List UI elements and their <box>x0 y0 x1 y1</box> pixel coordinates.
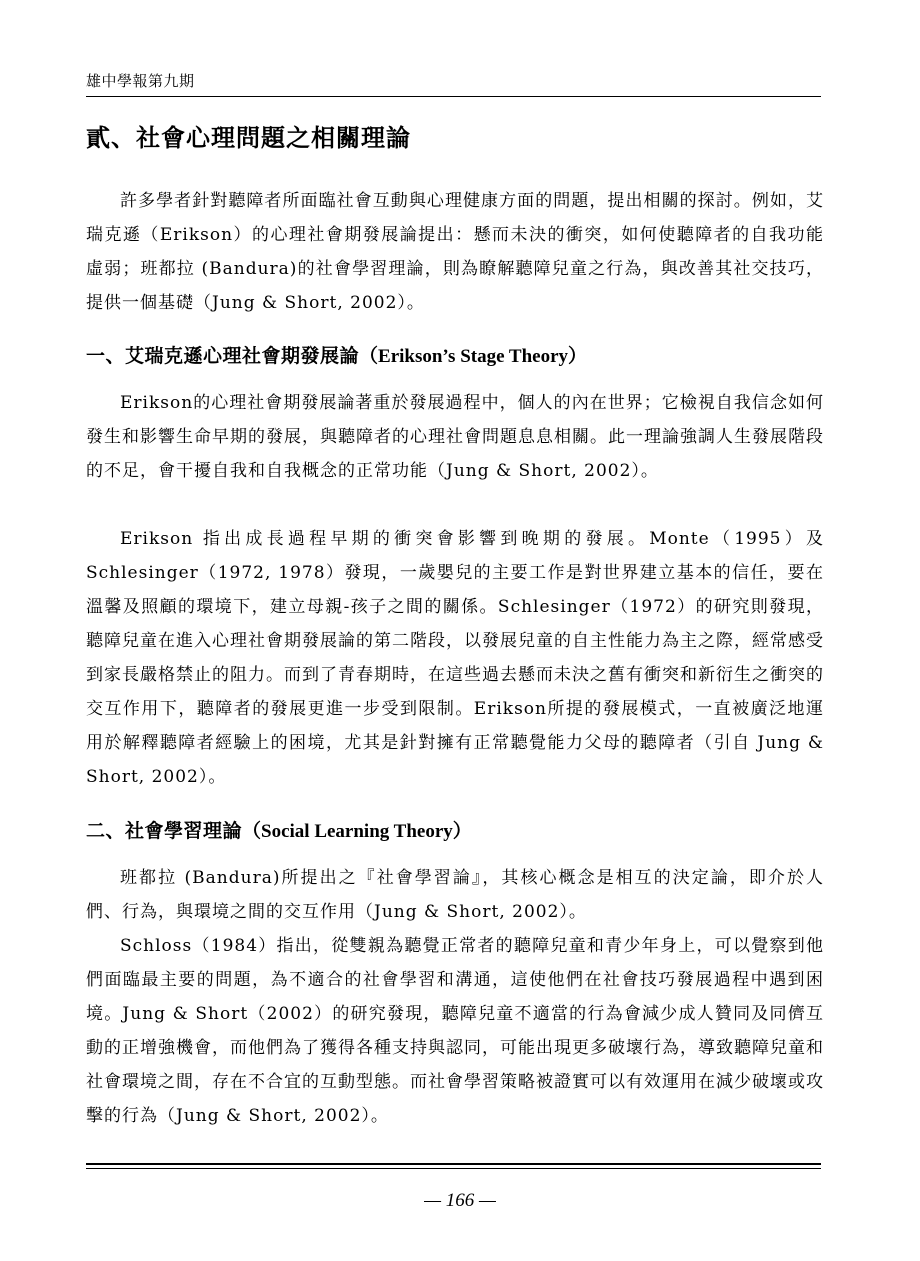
page-number: — 166 — <box>424 1190 496 1211</box>
running-header: 雄中學報第九期 <box>86 72 195 90</box>
erikson-paragraph-1: Erikson的心理社會期發展論著重於發展過程中，個人的內在世界；它檢視自我信念如何發生和影響生命早期的發展，與聽障者的心理社會問題息息相關。此一理論強調人生發展階段的不足，會干擾自我和自我概念的正常功能（Jung & Short, 2002）。 <box>86 393 824 481</box>
social-learning-paragraph-2: Schloss（1984）指出，從雙親為聽覺正常者的聽障兒童和青少年身上，可以覺察到他們面臨最主要的問題，為不適合的社會學習和溝通，這使他們在社會技巧發展過程中遇到困境。Jung & Short（2002）的研究發現，聽障兒童不適當的行為會減少成人贊同及同儕互動的正增強機會，而他們為了獲得各種支持與認同，可能出現更多破壞行為，導致聽障兒童和社會環境之間，存在不合宜的互動型態。而社會學習策略被證實可以有效運用在減少破壞或攻擊的行為（Jung & Short, 2002）。 <box>86 936 824 1126</box>
subheading-social-zh: 二、社會學習理論 <box>86 820 243 842</box>
header-divider <box>86 96 821 97</box>
social-learning-paragraph-1: 班都拉 (Bandura)所提出之『社會學習論』，其核心概念是相互的決定論，即介於人們、行為，與環境之間的交互作用（Jung & Short, 2002）。 <box>86 868 824 922</box>
intro-paragraph: 許多學者針對聽障者所面臨社會互動與心理健康方面的問題，提出相關的探討。例如，艾瑞克遜（Erikson）的心理社會期發展論提出：懸而未決的衝突，如何使聽障者的自我功能虛弱；班都拉 (Bandura)的社會學習理論，則為瞭解聽障兒童之行為，與改善其社交技巧，提供一個基礎（Jung & Short, 2002）。 <box>86 191 824 313</box>
footer-divider-thick <box>86 1163 821 1165</box>
subheading-erikson <box>86 341 587 368</box>
footer-divider-thin <box>86 1168 821 1169</box>
erikson-paragraph-2: Erikson 指出成長過程早期的衝突會影響到晚期的發展。Monte（1995）及Schlesinger（1972, 1978）發現，一歲嬰兒的主要工作是對世界建立基本的信任，要在溫馨及照顧的環境下，建立母親-孩子之間的關係。Schlesinger（1972）的研究則發現，聽障兒童在進入心理社會期發展論的第二階段，以發展兒童的自主性能力為主之際，經常感受到家長嚴格禁止的阻力。而到了青春期時，在這些過去懸而未決之舊有衝突和新衍生之衝突的交互作用下，聽障者的發展更進一步受到限制。Erikson所提的發展模式，一直被廣泛地運用於解釋聽障者經驗上的困境，尤其是針對擁有正常聽覺能力父母的聽障者（引自 Jung & Short, 2002）。 <box>86 529 824 787</box>
section-title: 貳、社會心理問題之相關理論 <box>86 124 411 152</box>
subheading-social-en: （Social Learning Theory） <box>242 821 472 842</box>
subheading-erikson-en: （Erikson’s Stage Theory） <box>359 346 588 367</box>
subheading-erikson-zh: 一、艾瑞克遜心理社會期發展論 <box>86 345 360 367</box>
subheading-social-learning <box>86 816 472 843</box>
